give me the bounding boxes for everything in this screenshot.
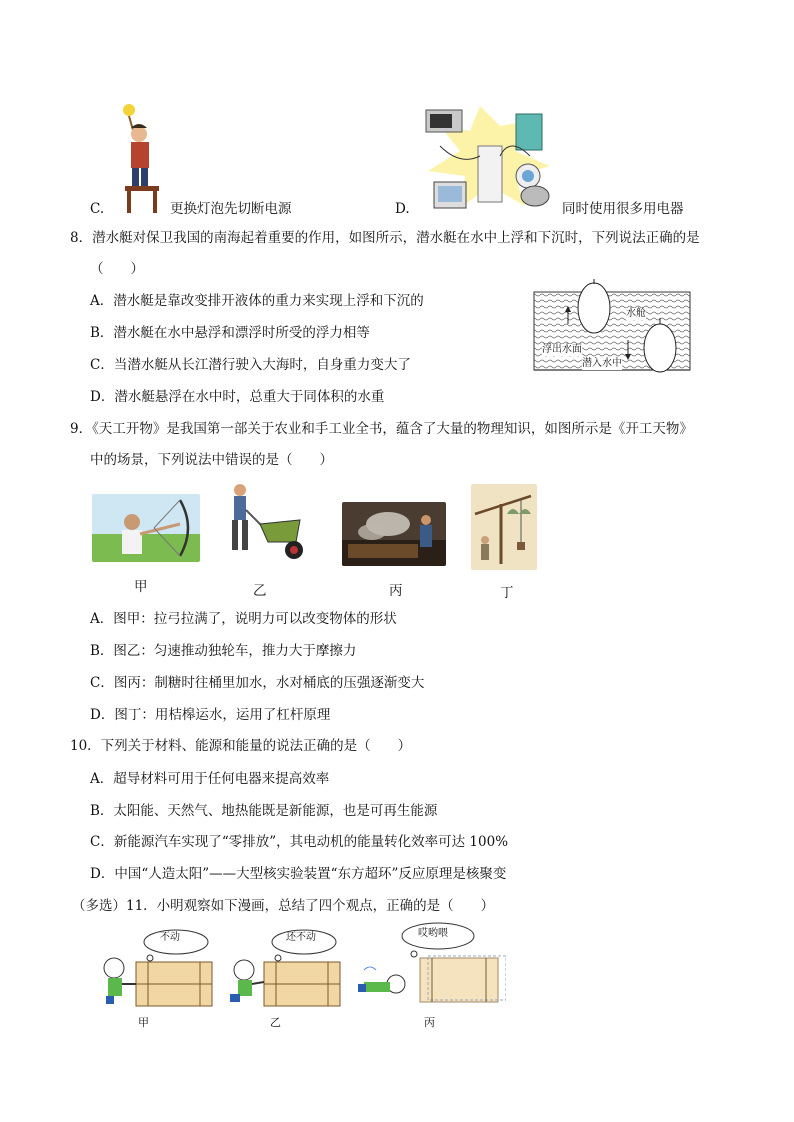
q9-option-a: A．图甲：拉弓拉满了，说明力可以改变物体的形状 bbox=[90, 611, 397, 627]
q9-stem-line2: 中的场景，下列说法中错误的是（ ） bbox=[90, 452, 333, 468]
bulb-person-image bbox=[113, 100, 168, 214]
q10-option-a: A．超导材料可用于任何电器来提高效率 bbox=[90, 771, 330, 787]
q8-option-d: D．潜水艇悬浮在水中时，总重大于同体积的水重 bbox=[90, 389, 385, 405]
q10-option-d: D．中国“人造太阳”——大型核实验装置“东方超环”反应原理是核聚变 bbox=[90, 866, 507, 882]
q10-option-c: C．新能源汽车实现了“零排放”，其电动机的能量转化效率可达 100% bbox=[90, 834, 509, 850]
label-water-tank: 水舱 bbox=[626, 308, 646, 319]
q9-option-d: D．图丁：用桔槔运水，运用了杠杆原理 bbox=[90, 707, 331, 723]
q10-stem: 10．下列关于材料、能源和能量的说法正确的是（ ） bbox=[70, 738, 412, 754]
submarine-figure bbox=[532, 274, 692, 374]
q9-option-c: C．图丙：制糖时往桶里加水，水对桶底的压强逐渐变大 bbox=[90, 675, 425, 691]
well-sweep-image bbox=[471, 484, 537, 570]
comic-panel-jia bbox=[96, 928, 216, 1008]
q9-caption-yi: 乙 bbox=[253, 583, 267, 599]
option-c-label: C. bbox=[90, 201, 105, 217]
q8-option-b: B．潜水艇在水中悬浮和漂浮时所受的浮力相等 bbox=[90, 325, 370, 341]
q11-caption-yi: 乙 bbox=[270, 1016, 281, 1029]
appliances-image bbox=[420, 96, 558, 214]
q9-caption-bing: 丙 bbox=[389, 583, 403, 599]
sugar-making-image bbox=[342, 502, 446, 566]
bubble-text-jia: 不动 bbox=[160, 932, 180, 943]
q9-caption-ding: 丁 bbox=[500, 585, 514, 601]
q11-caption-jia: 甲 bbox=[138, 1016, 149, 1029]
q9-stem: 9．《天工开物》是我国第一部关于农业和手工业全书，蕴含了大量的物理知识，如图所示是《开工天物》 bbox=[70, 421, 693, 437]
label-float-up: 浮出水面 bbox=[542, 344, 582, 355]
option-d-label: D. bbox=[395, 201, 410, 217]
q11-stem: （多选）11．小明观察如下漫画，总结了四个观点，正确的是（ ） bbox=[72, 898, 495, 914]
label-sink-down: 潜入水中 bbox=[582, 358, 622, 369]
comic-panel-bing bbox=[356, 920, 506, 1008]
q10-option-b: B．太阳能、天然气、地热能既是新能源，也是可再生能源 bbox=[90, 803, 438, 819]
archer-image bbox=[92, 494, 200, 562]
q11-caption-bing: 丙 bbox=[424, 1016, 435, 1029]
q9-caption-jia: 甲 bbox=[134, 579, 148, 595]
comic-panel-yi bbox=[224, 928, 344, 1008]
option-d-text: 同时使用很多用电器 bbox=[562, 201, 684, 217]
wheelbarrow-image bbox=[216, 480, 308, 564]
q8-option-c: C．当潜水艇从长江潜行驶入大海时，自身重力变大了 bbox=[90, 357, 411, 373]
bubble-text-yi: 还不动 bbox=[286, 932, 316, 943]
option-c-text: 更换灯泡先切断电源 bbox=[170, 201, 292, 217]
q8-stem: 8．潜水艇对保卫我国的南海起着重要的作用，如图所示，潜水艇在水中上浮和下沉时，下列说法正确的是 bbox=[70, 230, 700, 246]
q9-option-b: B．图乙：匀速推动独轮车，推力大于摩擦力 bbox=[90, 643, 357, 659]
q8-option-a: A．潜水艇是靠改变排开液体的重力来实现上浮和下沉的 bbox=[90, 293, 424, 309]
q8-blank: （ ） bbox=[90, 261, 144, 277]
bubble-text-bing: 哎哟喂 bbox=[418, 928, 448, 939]
